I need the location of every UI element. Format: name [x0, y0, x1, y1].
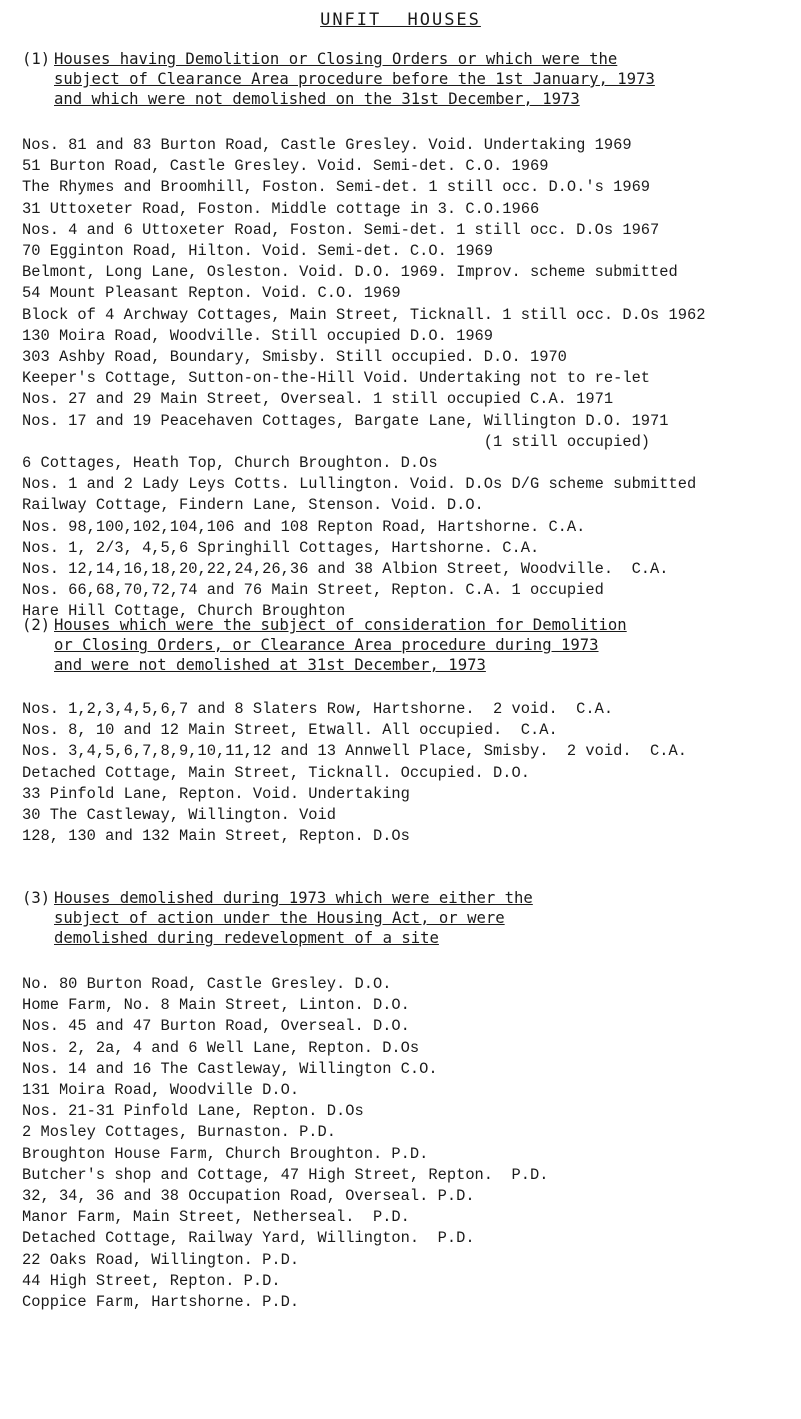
- list-item: Nos. 45 and 47 Burton Road, Overseal. D.O.: [22, 1017, 410, 1036]
- list-item: 54 Mount Pleasant Repton. Void. C.O. 1969: [22, 284, 401, 303]
- list-item: Coppice Farm, Hartshorne. P.D.: [22, 1293, 300, 1312]
- section-3: [22, 888, 792, 1313]
- heading-line: or Closing Orders, or Clearance Area procedure during 1973: [54, 636, 599, 654]
- list-item: Nos. 98,100,102,104,106 and 108 Repton Road, Hartshorne. C.A.: [22, 517, 586, 536]
- list-item: Nos. 8, 10 and 12 Main Street, Etwall. All occupied. C.A.: [22, 721, 558, 740]
- list-item: Keeper's Cottage, Sutton-on-the-Hill Void. Undertaking not to re-let: [22, 369, 651, 388]
- list-item: 44 High Street, Repton. P.D.: [22, 1271, 281, 1290]
- list-item: Nos. 1, 2/3, 4,5,6 Springhill Cottages, Hartshorne. C.A.: [22, 538, 540, 557]
- list-item: Detached Cottage, Railway Yard, Willington. P.D.: [22, 1229, 475, 1248]
- list-item: Nos. 1 and 2 Lady Leys Cotts. Lullington. Void. D.Os D/G scheme submitted: [22, 475, 697, 494]
- section-3-list: [22, 974, 792, 1313]
- list-item: Detached Cottage, Main Street, Ticknall. Occupied. D.O.: [22, 763, 530, 782]
- list-item: Manor Farm, Main Street, Netherseal. P.D.: [22, 1208, 410, 1227]
- list-item: Belmont, Long Lane, Osleston. Void. D.O. 1969. Improv. scheme submitted: [22, 263, 678, 282]
- section-1-heading: [22, 49, 792, 69]
- heading-line: subject of Clearance Area procedure before the 1st January, 1973: [54, 70, 655, 88]
- heading-line: Houses demolished during 1973 which were either the: [54, 889, 533, 907]
- list-item: No. 80 Burton Road, Castle Gresley. D.O.: [22, 975, 392, 993]
- list-item: Nos. 14 and 16 The Castleway, Willington C.O.: [22, 1059, 438, 1078]
- list-item: 6 Cottages, Heath Top, Church Broughton. D.Os: [22, 454, 438, 473]
- list-item: 303 Ashby Road, Boundary, Smisby. Still occupied. D.O. 1970: [22, 348, 567, 367]
- list-item: Broughton House Farm, Church Broughton. P.D.: [22, 1144, 429, 1163]
- list-item: Nos. 27 and 29 Main Street, Overseal. 1 still occupied C.A. 1971: [22, 390, 614, 409]
- list-item: Block of 4 Archway Cottages, Main Street, Ticknall. 1 still occ. D.Os 1962: [22, 305, 706, 324]
- list-item: 2 Mosley Cottages, Burnaston. P.D.: [22, 1123, 337, 1142]
- list-item: Railway Cottage, Findern Lane, Stenson. Void. D.O.: [22, 496, 484, 515]
- list-item: 22 Oaks Road, Willington. P.D.: [22, 1250, 300, 1269]
- heading-line: Houses which were the subject of consideration for Demolition: [54, 616, 627, 634]
- list-item: Nos. 21-31 Pinfold Lane, Repton. D.Os: [22, 1102, 364, 1121]
- list-item: 128, 130 and 132 Main Street, Repton. D.Os: [22, 827, 410, 846]
- list-item: Home Farm, No. 8 Main Street, Linton. D.O.: [22, 996, 410, 1015]
- list-item: Butcher's shop and Cottage, 47 High Street, Repton. P.D.: [22, 1165, 549, 1184]
- list-item: 130 Moira Road, Woodville. Still occupied D.O. 1969: [22, 326, 494, 345]
- section-2: [22, 615, 792, 847]
- heading-line: and which were not demolished on the 31st December, 1973: [54, 90, 580, 108]
- heading-line: demolished during redevelopment of a site: [54, 929, 439, 947]
- list-item: Nos. 3,4,5,6,7,8,9,10,11,12 and 13 Annwell Place, Smisby. 2 void. C.A.: [22, 742, 687, 761]
- list-item: The Rhymes and Broomhill, Foston. Semi-det. 1 still occ. D.O.'s 1969: [22, 178, 651, 197]
- list-item: 51 Burton Road, Castle Gresley. Void. Semi-det. C.O. 1969: [22, 157, 549, 176]
- heading-line: and were not demolished at 31st December, 1973: [54, 656, 486, 674]
- list-item: 33 Pinfold Lane, Repton. Void. Undertaking: [22, 784, 410, 803]
- list-item: Nos. 17 and 19 Peacehaven Cottages, Bargate Lane, Willington D.O. 1971: [22, 411, 669, 430]
- section-3-heading: [22, 888, 792, 908]
- section-2-heading: [22, 615, 792, 635]
- section-number: (1): [22, 50, 51, 68]
- section-2-list: [22, 699, 792, 847]
- list-item: Nos. 66,68,70,72,74 and 76 Main Street, Repton. C.A. 1 occupied: [22, 581, 604, 600]
- list-item: 30 The Castleway, Willington. Void: [22, 806, 337, 825]
- list-item: Nos. 12,14,16,18,20,22,24,26,36 and 38 Albion Street, Woodville. C.A.: [22, 560, 669, 579]
- list-item: 131 Moira Road, Woodville D.O.: [22, 1081, 300, 1100]
- heading-line: subject of action under the Housing Act, or were: [54, 909, 505, 927]
- list-item: Hare Hill Cottage, Church Broughton: [22, 602, 346, 621]
- heading-line: Houses having Demolition or Closing Orders or which were the: [54, 50, 618, 68]
- section-1: [22, 49, 792, 623]
- section-1-list: [22, 135, 792, 623]
- list-item: Nos. 4 and 6 Uttoxeter Road, Foston. Semi-det. 1 still occ. D.Os 1967: [22, 220, 660, 239]
- list-item: Nos. 2, 2a, 4 and 6 Well Lane, Repton. D.Os: [22, 1038, 420, 1057]
- list-item: 70 Egginton Road, Hilton. Void. Semi-det. C.O. 1969: [22, 242, 494, 261]
- section-number: (2): [22, 616, 51, 634]
- list-item: Nos. 81 and 83 Burton Road, Castle Gresley. Void. Undertaking 1969: [22, 136, 632, 154]
- list-item: Nos. 1,2,3,4,5,6,7 and 8 Slaters Row, Hartshorne. 2 void. C.A.: [22, 700, 614, 718]
- section-number: (3): [22, 889, 51, 907]
- list-item: 32, 34, 36 and 38 Occupation Road, Overseal. P.D.: [22, 1187, 475, 1206]
- page-title: UNFIT HOUSES: [320, 10, 481, 30]
- list-item: (1 still occupied): [22, 432, 651, 451]
- list-item: 31 Uttoxeter Road, Foston. Middle cottage in 3. C.O.1966: [22, 199, 540, 218]
